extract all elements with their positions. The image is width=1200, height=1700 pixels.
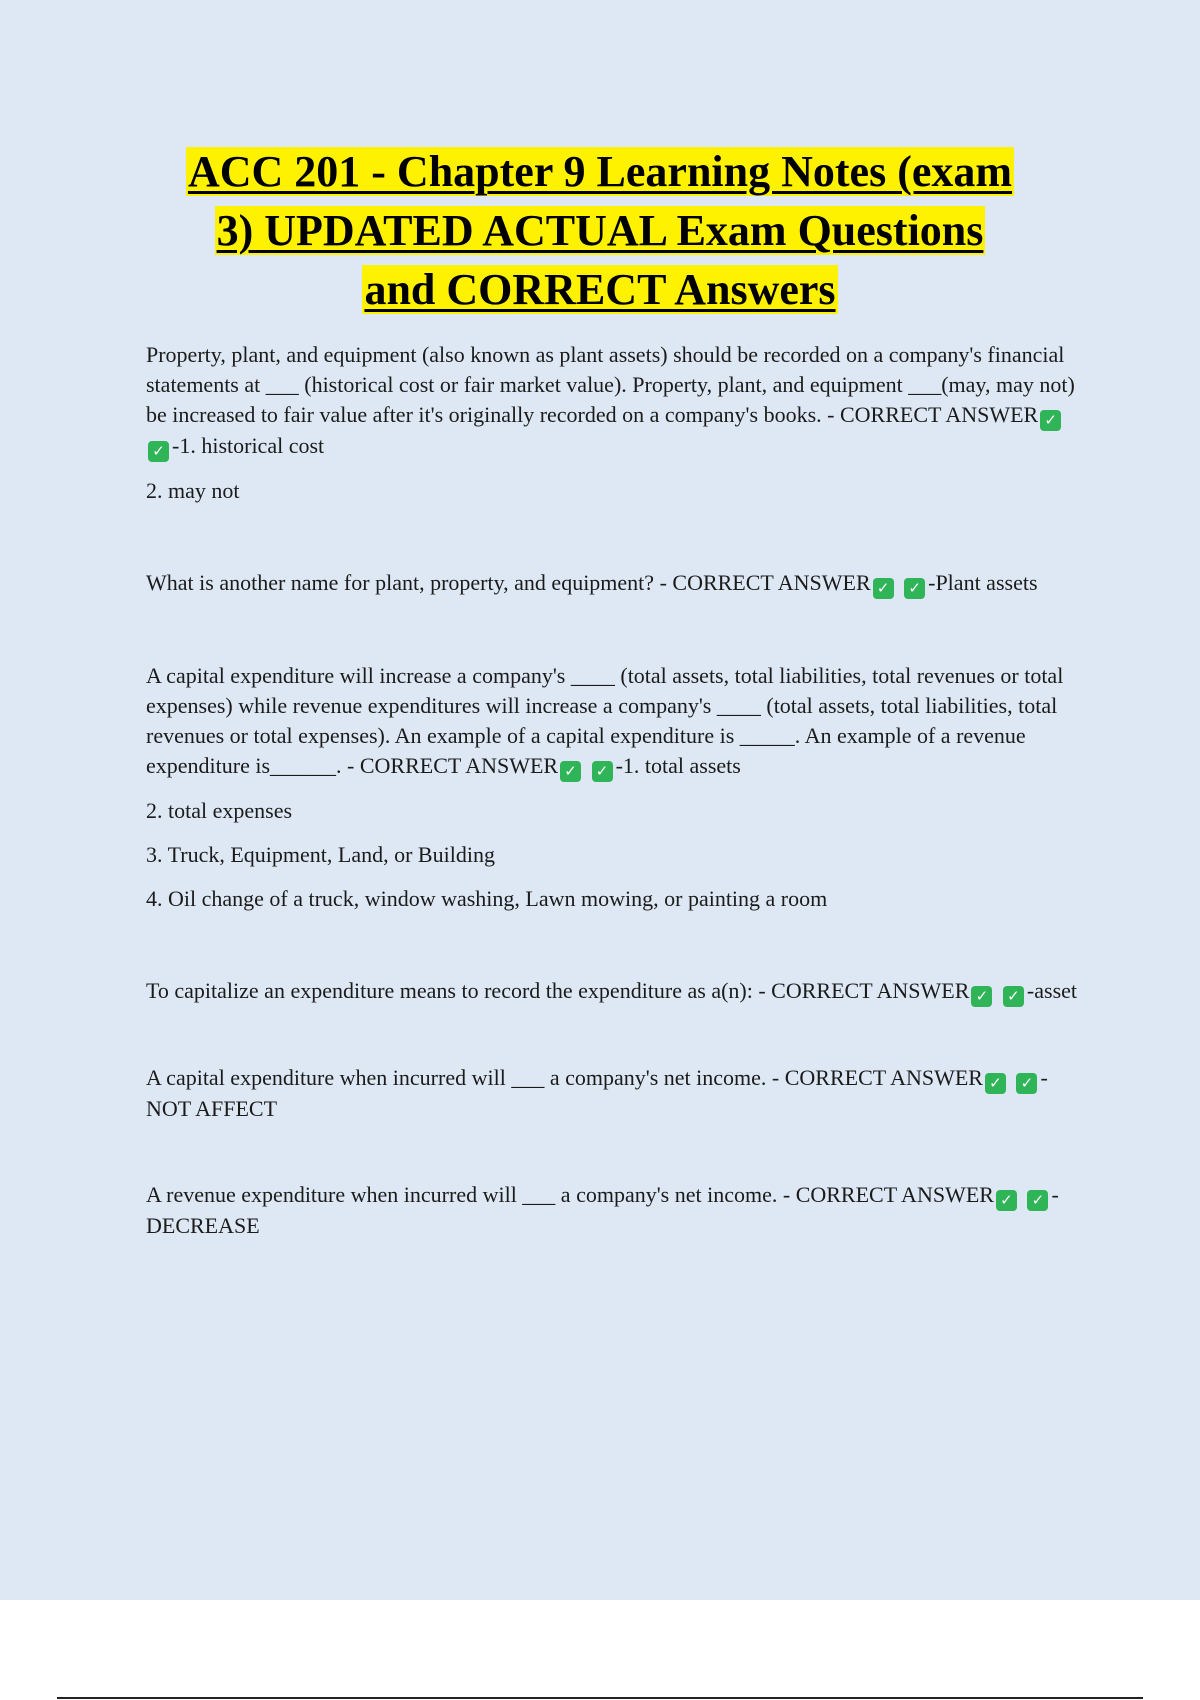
answer-extra-line: 2. may not	[146, 478, 240, 503]
answer-text: -asset	[1026, 978, 1078, 1003]
answer-marker: - CORRECT ANSWER	[659, 570, 871, 595]
answer-marker: - CORRECT ANSWER	[771, 1065, 983, 1090]
check-icon: ✓	[1016, 1073, 1037, 1094]
title-line-2: 3) UPDATED ACTUAL Exam Questions	[216, 206, 984, 255]
answer-marker: - CORRECT ANSWER	[827, 402, 1039, 427]
qa-question-line	[146, 1063, 1086, 1124]
qa-question-line	[146, 568, 1086, 599]
check-icon: ✓	[873, 578, 894, 599]
answer-extra-line: 4. Oil change of a truck, window washing, Lawn mowing, or painting a room	[146, 886, 828, 911]
answer-text: -1. total assets	[615, 753, 741, 778]
check-icon: ✓	[971, 986, 992, 1007]
question-text: A capital expenditure will increase a company's ____ (total assets, total liabilities, total revenues or total expenses) while revenue expenditures will increase a company's ____ (total assets, total liabilities, total revenues or total expenses). An example of a capital expenditure is _____. An example of a revenue expenditure is______.	[146, 663, 1064, 778]
check-icon: ✓	[985, 1073, 1006, 1094]
check-icon: ✓	[1027, 1190, 1048, 1211]
qa-question-line	[146, 661, 1086, 782]
answer-text: -Plant assets	[928, 570, 1038, 595]
answer-marker: - CORRECT ANSWER	[758, 978, 970, 1003]
qa-item-3	[146, 661, 1086, 914]
check-icon: ✓	[148, 441, 169, 462]
qa-item-6	[146, 1180, 1086, 1241]
check-icon: ✓	[1003, 986, 1024, 1007]
answer-marker: - CORRECT ANSWER	[782, 1182, 994, 1207]
answer-text: -NOT AFFECT	[146, 1065, 1048, 1121]
question-text: A capital expenditure when incurred will ___ a company's net income.	[146, 1065, 767, 1090]
qa-item-4	[146, 976, 1086, 1007]
qa-question-line	[146, 1180, 1086, 1241]
check-icon: ✓	[560, 761, 581, 782]
check-icon: ✓	[592, 761, 613, 782]
check-icon: ✓	[904, 578, 925, 599]
check-icon: ✓	[996, 1190, 1017, 1211]
qa-item-5	[146, 1063, 1086, 1124]
answer-text: -1. historical cost	[172, 433, 325, 458]
answer-text: -DECREASE	[146, 1182, 1059, 1238]
footer-divider	[57, 1697, 1143, 1699]
question-text: A revenue expenditure when incurred will ___ a company's net income.	[146, 1182, 778, 1207]
answer-extra-line: 2. total expenses	[146, 798, 293, 823]
answer-marker: - CORRECT ANSWER	[347, 753, 559, 778]
qa-question-line	[146, 340, 1086, 462]
qa-list	[146, 340, 1086, 1241]
qa-item-2	[146, 568, 1086, 599]
check-icon: ✓	[1040, 410, 1061, 431]
question-text: To capitalize an expenditure means to record the expenditure as a(n):	[146, 978, 753, 1003]
question-text: Property, plant, and equipment (also known as plant assets) should be recorded on a company's financial statements at ___ (historical cost or fair market value). Property, plant, and equipment ___(may, may not) be increased to fair value after it's originally recorded on a company's books.	[146, 342, 1075, 427]
title-line-3: and CORRECT Answers	[364, 265, 836, 314]
qa-item-1	[146, 340, 1086, 506]
question-text: What is another name for plant, property, and equipment?	[146, 570, 655, 595]
answer-extra-line: 3. Truck, Equipment, Land, or Building	[146, 842, 495, 867]
document-title	[120, 142, 1080, 319]
qa-question-line	[146, 976, 1086, 1007]
title-line-1: ACC 201 - Chapter 9 Learning Notes (exam	[187, 147, 1013, 196]
